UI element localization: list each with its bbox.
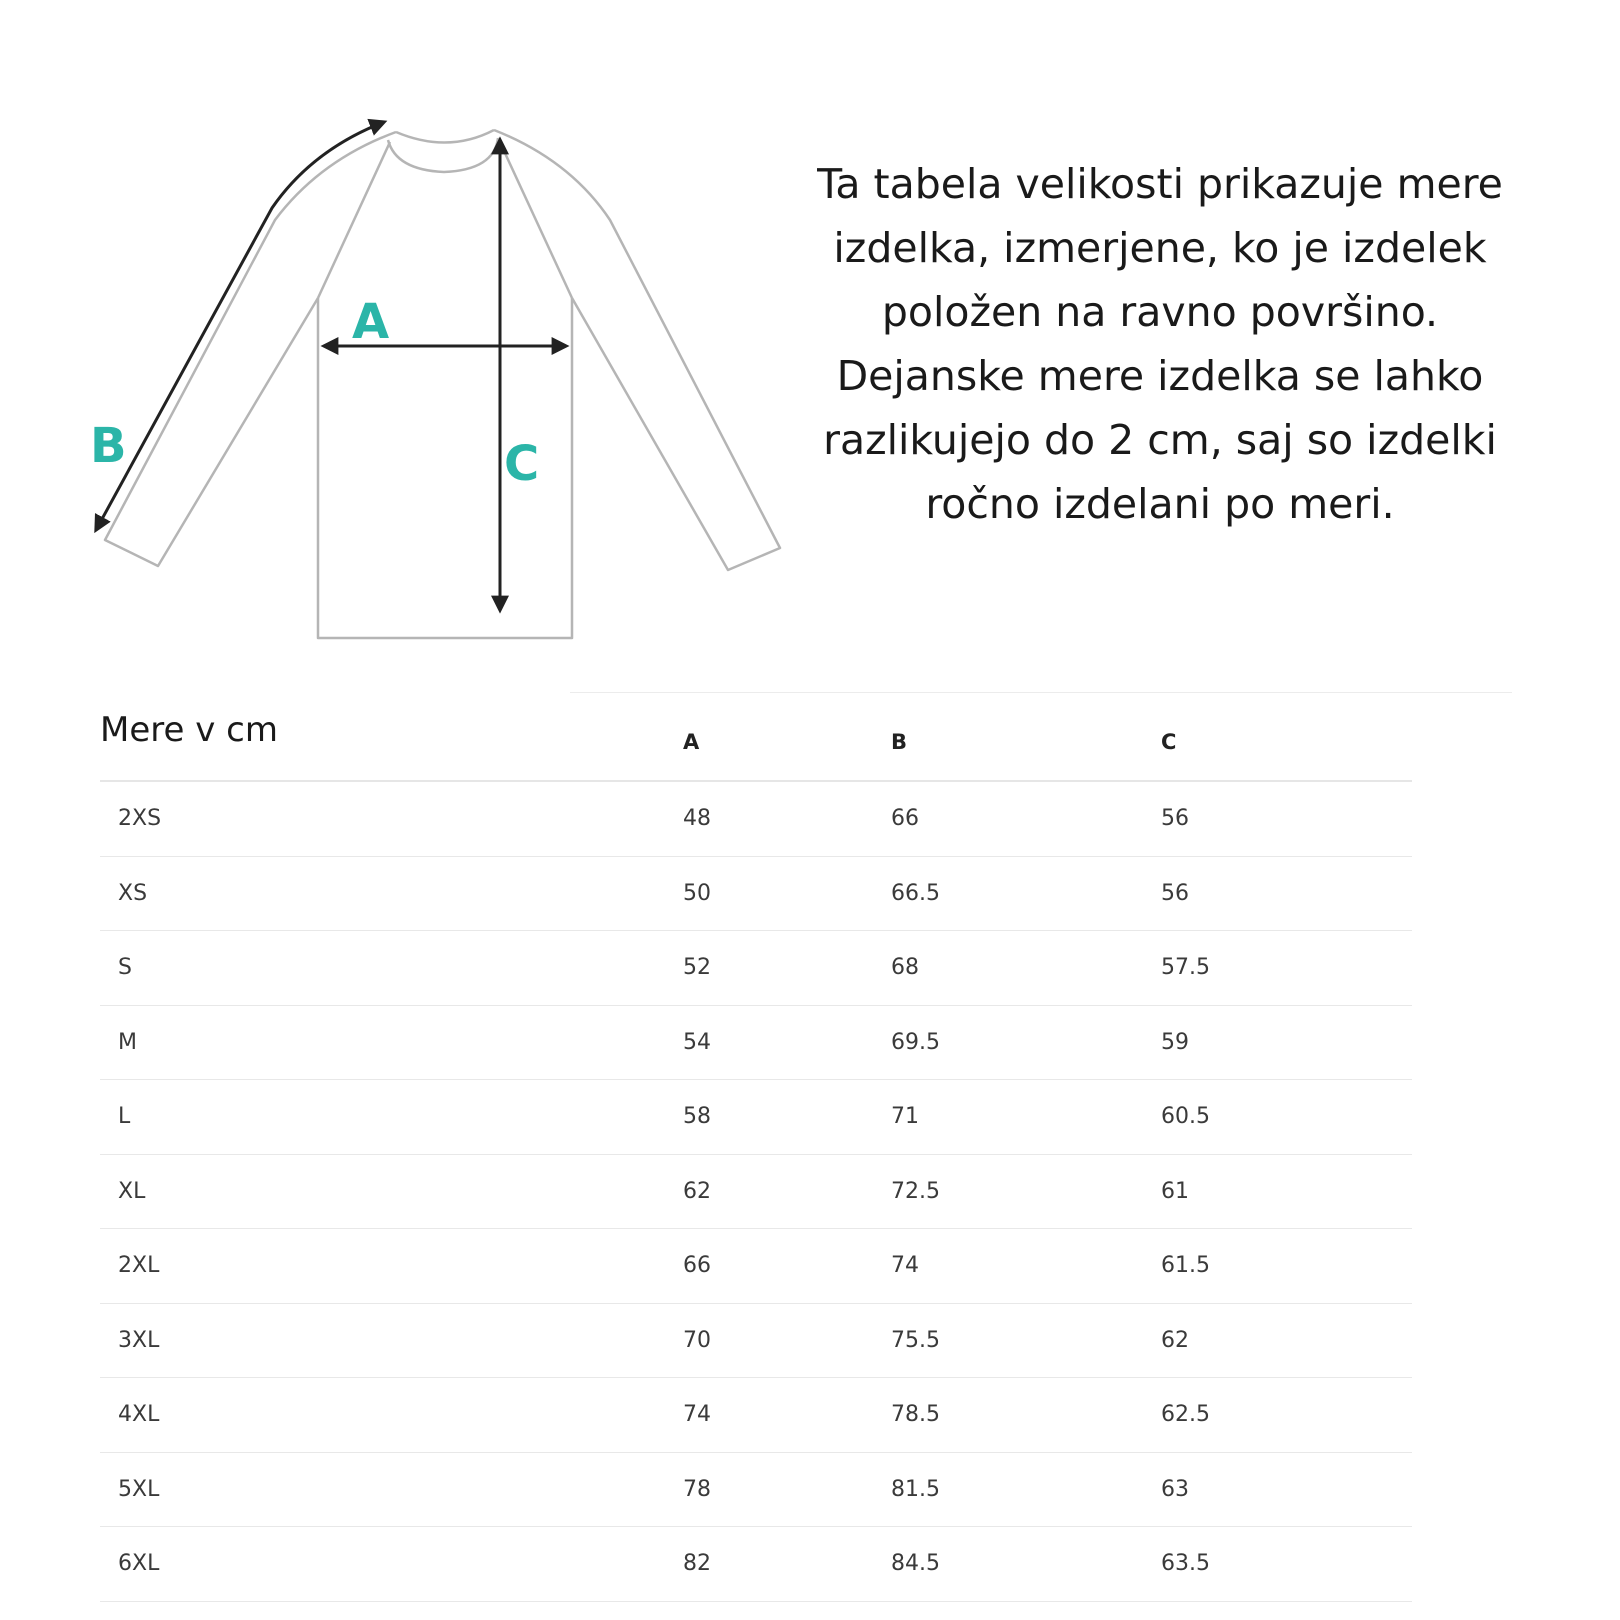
column-header-c: C (1161, 730, 1177, 754)
measurement-arrows (96, 122, 566, 610)
value-a-cell: 48 (683, 806, 711, 831)
value-a-cell: 70 (683, 1327, 711, 1353)
value-a-cell: 52 (683, 955, 711, 980)
table-row (100, 931, 1412, 1006)
value-b-cell: 84.5 (891, 1551, 940, 1576)
value-b-cell: 78.5 (891, 1402, 940, 1427)
description-line: razlikujejo do 2 cm, saj so izdelki (823, 416, 1497, 464)
table-row (100, 1304, 1412, 1379)
size-cell: 3XL (118, 1327, 160, 1353)
size-chart-description (800, 152, 1520, 536)
value-c-cell: 57.5 (1161, 955, 1210, 980)
value-b-cell: 74 (891, 1253, 919, 1278)
table-row (100, 1453, 1412, 1528)
table-row (100, 1080, 1412, 1155)
table-row (100, 782, 1412, 857)
table-body (100, 782, 1412, 1602)
table-row (100, 1527, 1412, 1602)
table-title: Mere v cm (100, 710, 278, 750)
dimension-label-b: B (90, 418, 127, 474)
value-a-cell: 58 (683, 1104, 711, 1129)
value-b-cell: 81.5 (891, 1476, 940, 1502)
dimension-label-c: C (504, 436, 540, 492)
value-a-cell: 66 (683, 1253, 711, 1278)
column-header-b: B (891, 730, 908, 754)
table-header-row (100, 692, 1412, 782)
garment-diagram (80, 110, 820, 650)
shirt-outline (105, 130, 780, 638)
size-cell: 2XL (118, 1253, 160, 1278)
value-c-cell: 63.5 (1161, 1551, 1210, 1576)
description-line: položen na ravno površino. (881, 288, 1439, 336)
value-c-cell: 61 (1161, 1178, 1189, 1204)
value-b-cell: 72.5 (891, 1178, 940, 1204)
size-cell: XS (118, 880, 148, 906)
arrow-b (96, 122, 384, 530)
value-c-cell: 61.5 (1161, 1253, 1210, 1278)
value-c-cell: 62.5 (1161, 1402, 1210, 1427)
column-header-a: A (683, 730, 700, 754)
size-cell: 5XL (118, 1476, 160, 1502)
size-cell: XL (118, 1178, 146, 1204)
description-line: Dejanske mere izdelka se lahko (836, 352, 1484, 400)
table-row (100, 1155, 1412, 1230)
table-row (100, 857, 1412, 932)
value-a-cell: 62 (683, 1178, 711, 1204)
value-b-cell: 71 (891, 1104, 919, 1129)
description-line: izdelka, izmerjene, ko je izdelek (833, 224, 1487, 272)
size-cell: 6XL (118, 1551, 160, 1576)
value-c-cell: 56 (1161, 880, 1189, 906)
size-cell: L (118, 1104, 131, 1129)
value-b-cell: 66 (891, 806, 919, 831)
value-a-cell: 74 (683, 1402, 711, 1427)
table-row (100, 1006, 1412, 1081)
value-b-cell: 68 (891, 955, 919, 980)
size-cell: 4XL (118, 1402, 160, 1427)
value-a-cell: 82 (683, 1551, 711, 1576)
dimension-label-a: A (352, 294, 390, 350)
value-c-cell: 59 (1161, 1029, 1189, 1055)
longsleeve-shirt-illustration (80, 110, 820, 650)
value-b-cell: 75.5 (891, 1327, 940, 1353)
table-row (100, 1378, 1412, 1453)
value-c-cell: 62 (1161, 1327, 1189, 1353)
table-row (100, 1229, 1412, 1304)
value-a-cell: 78 (683, 1476, 711, 1502)
value-b-cell: 69.5 (891, 1029, 940, 1055)
size-cell: S (118, 955, 132, 980)
value-c-cell: 60.5 (1161, 1104, 1210, 1129)
value-c-cell: 63 (1161, 1476, 1189, 1502)
description-line: ročno izdelani po meri. (925, 480, 1395, 528)
value-c-cell: 56 (1161, 806, 1189, 831)
value-a-cell: 54 (683, 1029, 711, 1055)
value-b-cell: 66.5 (891, 880, 940, 906)
description-line: Ta tabela velikosti prikazuje mere (817, 160, 1503, 208)
value-a-cell: 50 (683, 880, 711, 906)
size-cell: M (118, 1029, 137, 1055)
size-cell: 2XS (118, 806, 162, 831)
